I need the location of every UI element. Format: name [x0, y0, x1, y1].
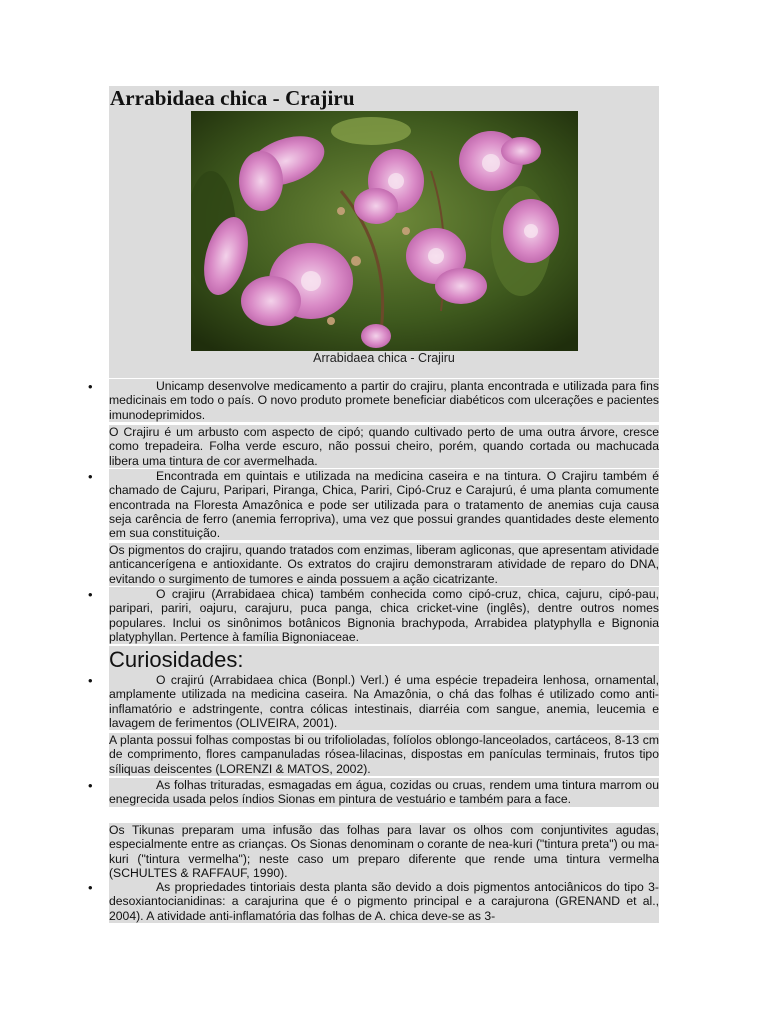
- paragraph-9-text: Os Tikunas preparam uma infusão das folhas para lavar os olhos com conjuntivites agudas, especialmente entre as crianças. Os Sionas denominam o corante de nea-kuri ("tintura preta") ou ma-kuri ("tintura vermelha"); neste caso um preparo diferente que rende uma tintura vermelha (SCHULTES & RAFFAUF, 1990).: [109, 823, 659, 880]
- bullet-marker: •: [88, 778, 93, 793]
- bullet-marker: •: [88, 880, 93, 895]
- paragraph-4: [109, 543, 659, 586]
- bullet-marker: •: [88, 673, 93, 688]
- paragraph-2: [109, 425, 659, 468]
- flower-photo: [191, 111, 578, 351]
- paragraph-6-text: O crajirú (Arrabidaea chica (Bonpl.) Verl.) é uma espécie trepadeira lenhosa, ornamental, amplamente utilizada na medicina caseira. Na Amazônia, o chá das folhas é utilizado como anti-inflamatório e adstringente, contra cólicas intestinais, diarréia com sangue, anemia, leucemia e lavagem de ferimentos (OLIVEIRA, 2001).: [109, 673, 659, 730]
- bullet-marker: •: [88, 587, 93, 602]
- paragraph-3-text: Encontrada em quintais e utilizada na medicina caseira e na tintura. O Crajiru também é chamado de Cajuru, Paripari, Piranga, Chica, Pariri, Cipó-Cruz e Carajurú, é uma planta comumente encontrada na Floresta Amazônica e pode ser utilizada para o tratamento de anemias cuja causa seja carência de ferro (anemia ferropriva), uma vez que possui grandes quantidades deste elemento em sua constituição.: [109, 469, 659, 541]
- bullet-marker: •: [88, 379, 93, 394]
- paragraph-3: [109, 469, 659, 540]
- flower-illustration: [191, 111, 578, 351]
- paragraph-4-text: Os pigmentos do crajiru, quando tratados com enzimas, liberam agliconas, que apresentam atividade anticancerígena e antioxidante. Os extratos do crajiru demonstraram atividade de reparo do DNA, evitando o surgimento de tumores e ainda possuem a ação cicatrizante.: [109, 543, 659, 586]
- paragraph-10-text: As propriedades tintoriais desta planta são devido a dois pigmentos antociânicos do tipo 3-desoxiantocianidinas: a carajurina que é o pigmento principal e a carajurona (GRENAND et al., 2004). A atividade anti-inflamatória das folhas de A. chica deve-se as 3-: [109, 880, 659, 923]
- paragraph-5-text: O crajiru (Arrabidaea chica) também conhecida como cipó-cruz, chica, cajuru, cipó-pau, paripari, pariri, oajuru, carajuru, puca panga, chica cricket-vine (inglês), dentre outros nomes populares. Inclui os sinônimos botânicos Bignonia brachypoda, Arrabidea platyphylla e Bignonia platyphyllan. Pertence à família Bignoniaceae.: [109, 587, 659, 644]
- bullet-marker: •: [88, 469, 93, 484]
- paragraph-9: [109, 823, 659, 880]
- paragraph-8: [109, 778, 659, 807]
- paragraph-1: [109, 379, 659, 422]
- document-title: Arrabidaea chica - Crajiru: [110, 86, 355, 110]
- paragraph-5: [109, 587, 659, 644]
- paragraph-7-text: A planta possui folhas compostas bi ou trifolioladas, folíolos oblongo-lanceolados, cartáceos, 8-13 cm de comprimento, flores campanuladas rósea-lilacinas, dispostas em panículas terminais, frutos tipo síliquas deiscentes (LORENZI & MATOS, 2002).: [109, 733, 659, 776]
- paragraph-2-text: O Crajiru é um arbusto com aspecto de cipó; quando cultivado perto de uma outra árvore, cresce como trepadeira. Folha verde escuro, não possui cheiro, porém, quando cortada ou machucada libera uma tintura de cor avermelhada.: [109, 425, 659, 468]
- photo-caption: Arrabidaea chica - Crajiru: [313, 351, 455, 365]
- section-heading-curiosidades: Curiosidades:: [109, 646, 659, 674]
- paragraph-8-text: As folhas trituradas, esmagadas em água, cozidas ou cruas, rendem uma tintura marrom ou enegrecida usada pelos índios Sionas em pintura de vestuário e também para a face.: [109, 778, 659, 807]
- paragraph-1-text: Unicamp desenvolve medicamento a partir do crajiru, planta encontrada e utilizada para fins medicinais em todo o país. O novo produto promete beneficiar diabéticos com ulcerações e pacientes imunodeprimidos.: [109, 379, 659, 422]
- paragraph-7: [109, 733, 659, 776]
- paragraph-6: [109, 673, 659, 730]
- paragraph-10: [109, 880, 659, 923]
